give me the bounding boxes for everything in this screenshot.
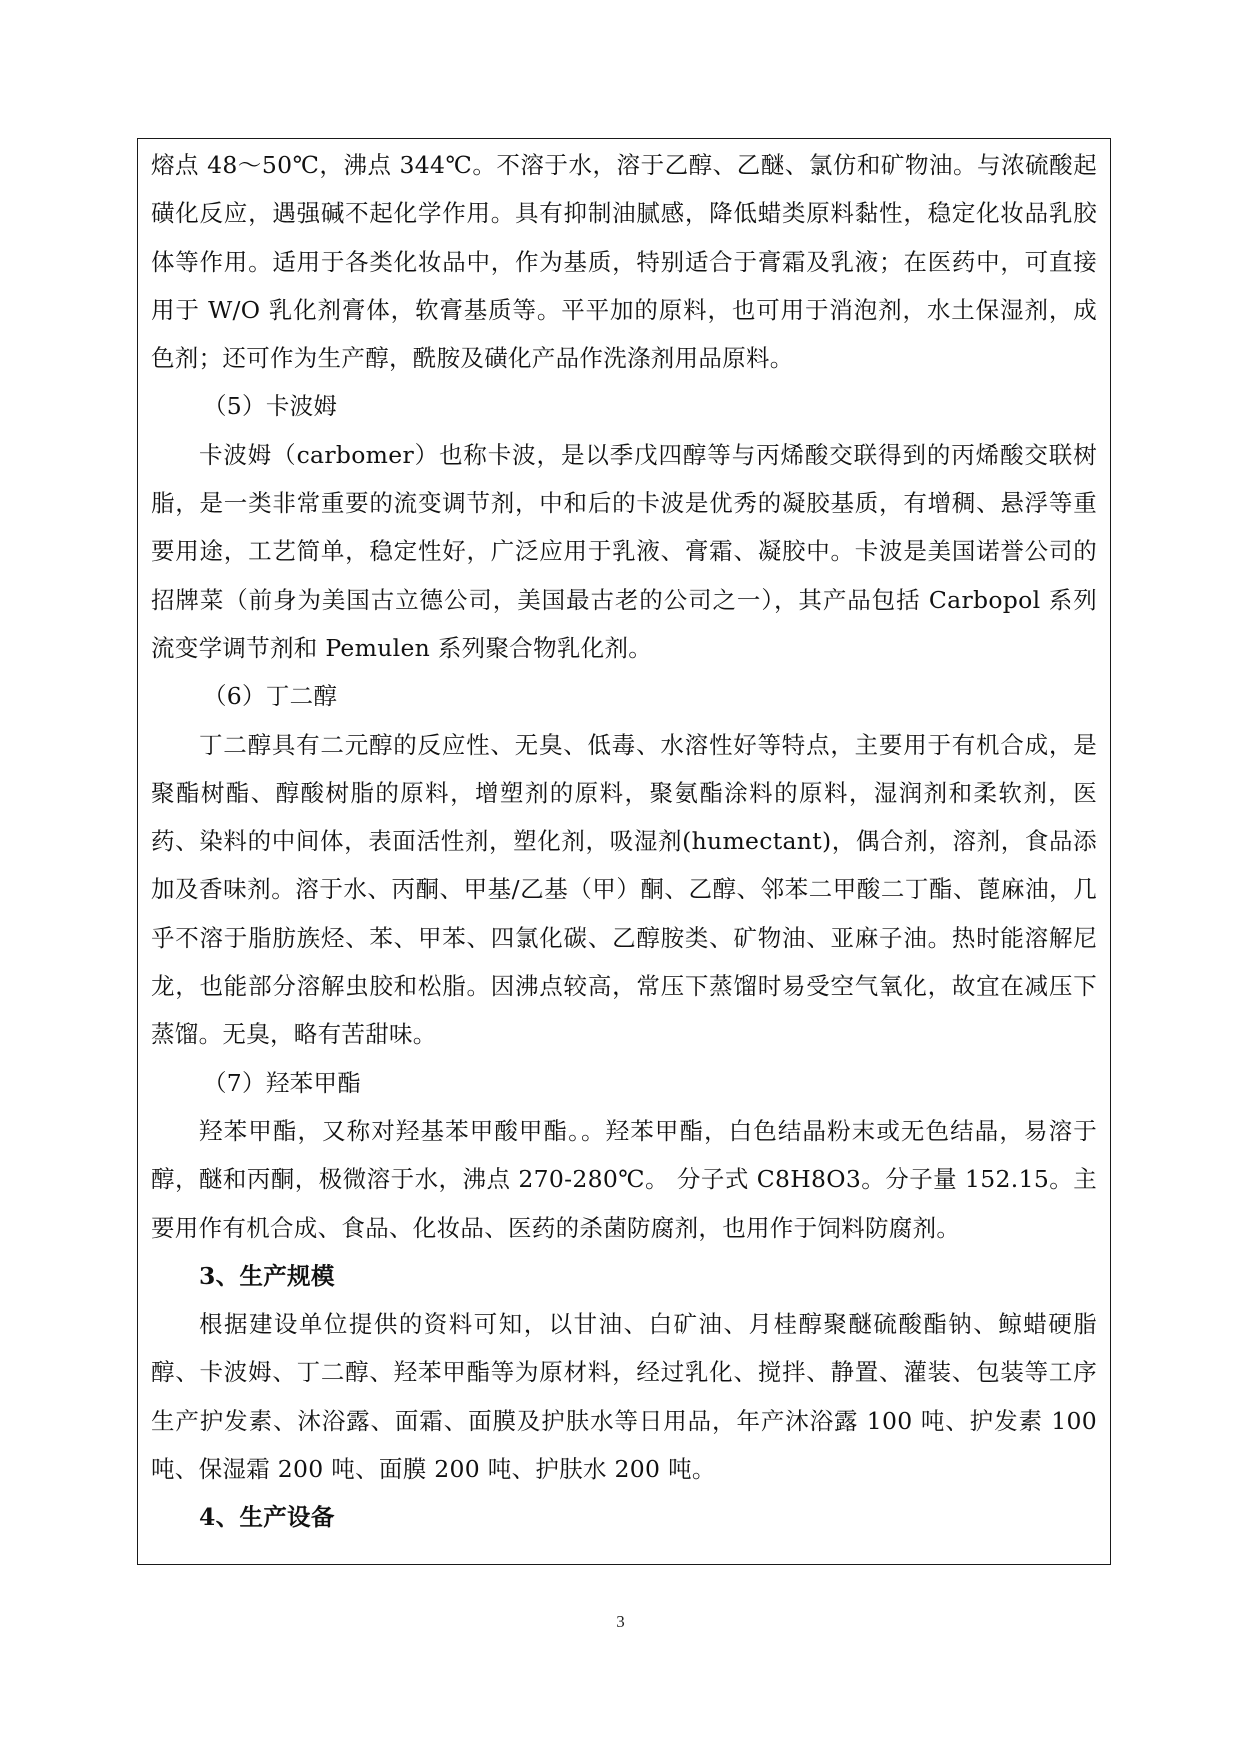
paragraph-production-scale: 根据建设单位提供的资料可知，以甘油、白矿油、月桂醇聚醚硫酸酯钠、鲸蜡硬脂醇、卡波姆、丁二醇、羟苯甲酯等为原材料，经过乳化、搅拌、静置、灌装、包装等工序生产护发素、沐浴露、面霜、面膜及护肤水等日用品，年产沐浴露 100 吨、护发素 100 吨、保湿霜 200 吨、面膜 200 吨、护肤水 200 吨。 [151, 1310, 1097, 1484]
section-heading-production-scale: 3、生产规模 [199, 1261, 335, 1290]
item-title-carbomer: （5）卡波姆 [203, 392, 338, 421]
document-body [151, 141, 1097, 1542]
page-number: 3 [616, 1612, 625, 1631]
paragraph-methylparaben: 羟苯甲酯，又称对羟基苯甲酸甲酯。。羟苯甲酯，白色结晶粉末或无色结晶，易溶于醇，醚和丙酮，极微溶于水，沸点 270-280℃。 分子式 C8H8O3。分子量 152.15。主要用作有机合成、食品、化妆品、医药的杀菌防腐剂，也用作于饲料防腐剂。 [151, 1116, 1097, 1242]
paragraph-carbomer: 卡波姆（carbomer）也称卡波，是以季戊四醇等与丙烯酸交联得到的丙烯酸交联树脂，是一类非常重要的流变调节剂，中和后的卡波是优秀的凝胶基质，有增稠、悬浮等重要用途，工艺简单，稳定性好，广泛应用于乳液、膏霜、凝胶中。卡波是美国诺誉公司的招牌菜（前身为美国古立德公司，美国最古老的公司之一），其产品包括 Carbopol 系列流变学调节剂和 Pemulen 系列聚合物乳化剂。 [151, 440, 1097, 662]
section-heading-production-equipment: 4、生产设备 [199, 1503, 335, 1532]
item-title-methylparaben: （7）羟苯甲酯 [203, 1068, 362, 1097]
item-title-butanediol: （6）丁二醇 [203, 682, 338, 711]
paragraph-properties-continued: 熔点 48～50℃，沸点 344℃。不溶于水，溶于乙醇、乙醚、氯仿和矿物油。与浓硫酸起磺化反应，遇强碱不起化学作用。具有抑制油腻感，降低蜡类原料黏性，稳定化妆品乳胶体等作用。适用于各类化妆品中，作为基质，特别适合于膏霜及乳液；在医药中，可直接用于 W/O 乳化剂膏体，软膏基质等。平平加的原料，也可用于消泡剂，水土保湿剂，成色剂；还可作为生产醇，酰胺及磺化产品作洗涤剂用品原料。 [151, 151, 1097, 373]
paragraph-butanediol: 丁二醇具有二元醇的反应性、无臭、低毒、水溶性好等特点，主要用于有机合成，是聚酯树酯、醇酸树脂的原料，增塑剂的原料，聚氨酯涂料的原料，湿润剂和柔软剂，医药、染料的中间体，表面活性剂，塑化剂，吸湿剂(humectant)，偶合剂，溶剂，食品添加及香味剂。溶于水、丙酮、甲基/乙基（甲）酮、乙醇、邻苯二甲酸二丁酯、蓖麻油，几乎不溶于脂肪族烃、苯、甲苯、四氯化碳、乙醇胺类、矿物油、亚麻子油。热时能溶解尼龙，也能部分溶解虫胶和松脂。因沸点较高，常压下蒸馏时易受空气氧化，故宜在减压下蒸馏。无臭，略有苦甜味。 [151, 730, 1097, 1049]
